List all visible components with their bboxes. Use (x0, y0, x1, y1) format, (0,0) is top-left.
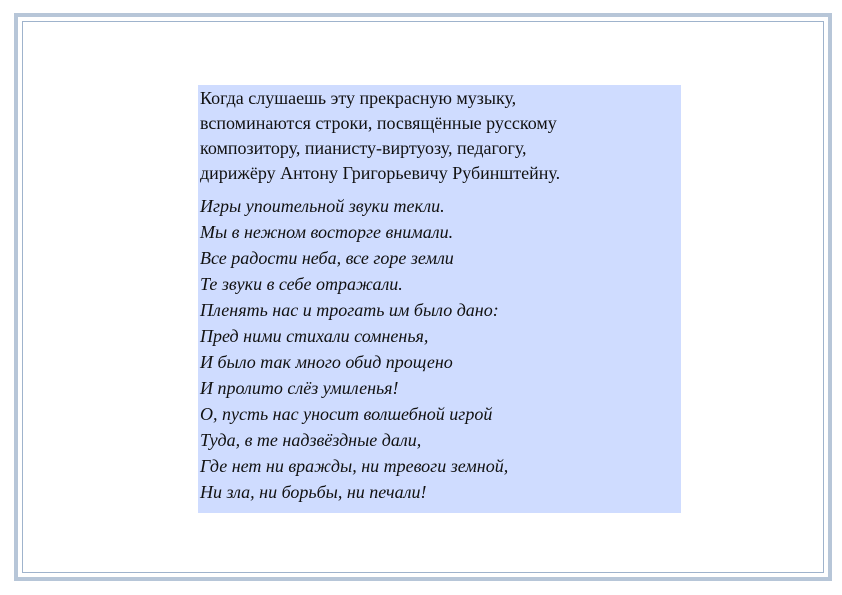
poem-line: Пред ними стихали сомненья, (200, 326, 429, 346)
poem-line: Ни зла, ни борьбы, ни печали! (200, 482, 427, 502)
intro-line: дирижёру Антону Григорьевичу Рубинштейну. (200, 163, 561, 183)
poem (200, 193, 681, 505)
text-box (198, 85, 681, 513)
intro-line: вспоминаются строки, посвящённые русскому (200, 113, 557, 133)
poem-line: О, пусть нас уносит волшебной игрой (200, 404, 493, 424)
poem-line: Все радости неба, все горе земли (200, 248, 454, 268)
poem-line: Пленять нас и трогать им было дано: (200, 300, 499, 320)
poem-line: Мы в нежном восторге внимали. (200, 222, 454, 242)
poem-line: Туда, в те надзвёздные дали, (200, 430, 422, 450)
poem-line: Игры упоительной звуки текли. (200, 196, 445, 216)
intro-paragraph (200, 86, 681, 186)
intro-line: композитору, пианисту-виртуозу, педагогу, (200, 138, 527, 158)
poem-line: Те звуки в себе отражали. (200, 274, 403, 294)
poem-line: И было так много обид прощено (200, 352, 453, 372)
poem-line: И пролито слёз умиленья! (200, 378, 399, 398)
intro-line: Когда слушаешь эту прекрасную музыку, (200, 88, 517, 108)
poem-line: Где нет ни вражды, ни тревоги земной, (200, 456, 509, 476)
